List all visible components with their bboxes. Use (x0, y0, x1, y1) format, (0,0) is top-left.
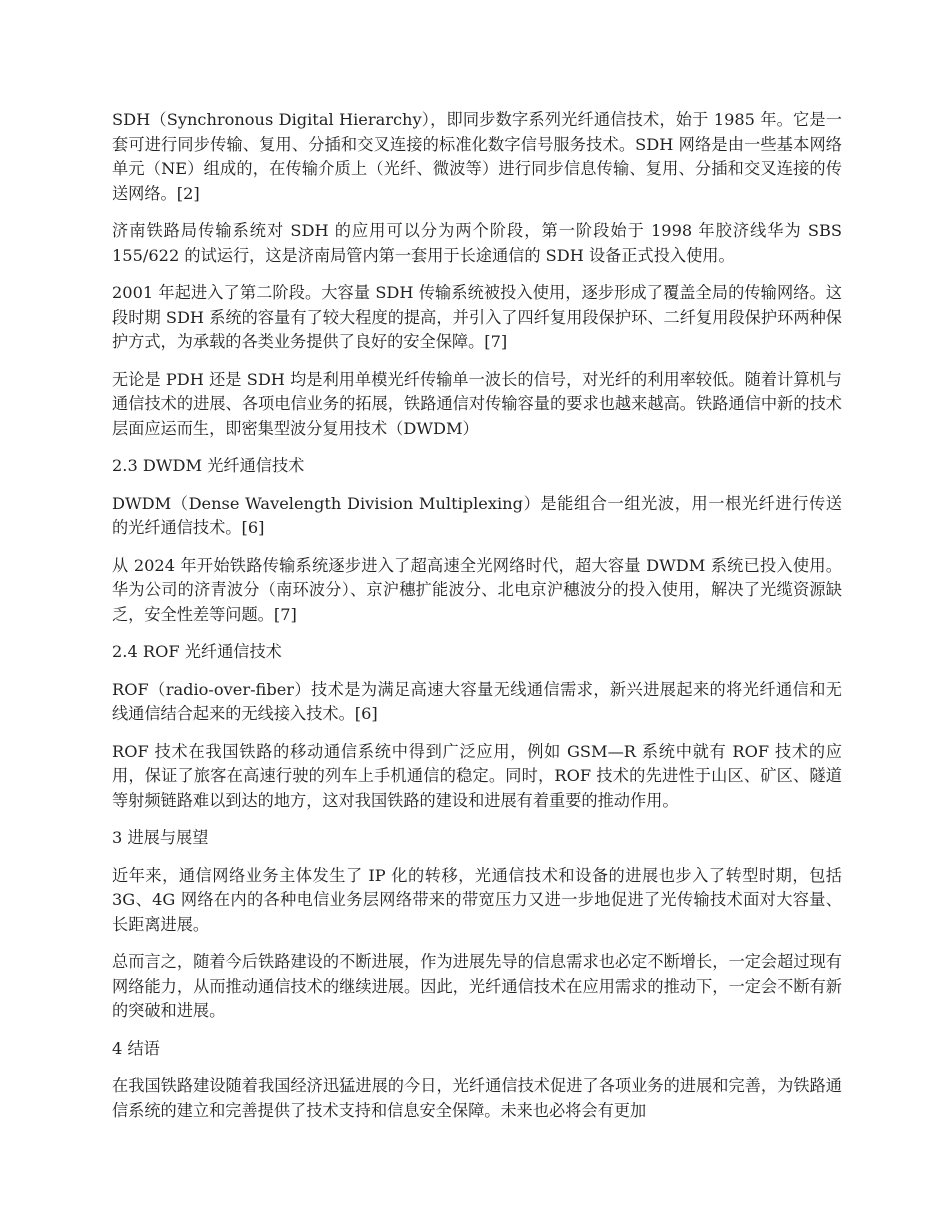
paragraph-rof-application: ROF 技术在我国铁路的移动通信系统中得到广泛应用，例如 GSM—R 系统中就有 ROF 技术的应用，保证了旅客在高速行驶的列车上手机通信的稳定。同时，ROF 技术的先进性于山区、矿区、隧道等射频链路难以到达的地方，这对我国铁路的建设和进展有着重要的推动作用。 (112, 741, 842, 810)
paragraph-rof-definition: ROF（radio-over-fiber）技术是为满足高速大容量无线通信需求，新兴进展起来的将光纤通信和无线通信结合起来的无线接入技术。[6] (112, 679, 842, 723)
section-heading-conclusion: 4 结语 (112, 1038, 160, 1058)
document-body (112, 108, 842, 1136)
paragraph-jinan-stage-one: 济南铁路局传输系统对 SDH 的应用可以分为两个阶段，第一阶段始于 1998 年胶济线华为 SBS 155/622 的试运行，这是济南局管内第一套用于长途通信的 SDH 设备正式投入使用。 (112, 221, 842, 265)
section-heading-rof: 2.4 ROF 光纤通信技术 (112, 642, 282, 661)
paragraph-conclusion: 在我国铁路建设随着我国经济迅猛进展的今日，光纤通信技术促进了各项业务的进展和完善，为铁路通信系统的建立和完善提供了技术支持和信息安全保障。未来也必将会有更加 (112, 1076, 842, 1120)
paragraph-dwdm-deployment: 从 2024 年开始铁路传输系统逐步进入了超高速全光网络时代，超大容量 DWDM 系统已投入使用。华为公司的济青波分（南环波分）、京沪穗扩能波分、北电京沪穗波分的投入使用，解决了光缆资源缺乏，安全性差等问题。[7] (112, 555, 842, 624)
section-heading-outlook: 3 进展与展望 (112, 828, 209, 847)
paragraph-dwdm-definition: DWDM（Dense Wavelength Division Multiplexing）是能组合一组光波，用一根光纤进行传送的光纤通信技术。[6] (112, 493, 842, 537)
section-heading-dwdm: 2.3 DWDM 光纤通信技术 (112, 456, 305, 475)
paragraph-sdh-intro: SDH（Synchronous Digital Hierarchy），即同步数字系列光纤通信技术，始于 1985 年。它是一套可进行同步传输、复用、分插和交叉连接的标准化数字信号服务技术。SDH 网络是由一些基本网络单元（NE）组成的，在传输介质上（光纤、微波等）进行同步信息传输、复用、分插和交叉连接的传送网络。[2] (112, 110, 842, 203)
paragraph-summary: 总而言之，随着今后铁路建设的不断进展，作为进展先导的信息需求也必定不断增长，一定会超过现有网络能力，从而推动通信技术的继续进展。因此，光纤通信技术在应用需求的推动下，一定会不断有新的突破和进展。 (112, 952, 842, 1020)
paragraph-pdh-sdh-limits: 无论是 PDH 还是 SDH 均是利用单模光纤传输单一波长的信号，对光纤的利用率较低。随着计算机与通信技术的进展、各项电信业务的拓展，铁路通信对传输容量的要求也越来越高。铁路通信中新的技术层面应运而生，即密集型波分复用技术（DWDM） (112, 369, 842, 438)
paragraph-stage-two: 2001 年起进入了第二阶段。大容量 SDH 传输系统被投入使用，逐步形成了覆盖全局的传输网络。这段时期 SDH 系统的容量有了较大程度的提高，并引入了四纤复用段保护环、二纤复用段保护环两种保护方式，为承载的各类业务提供了良好的安全保障。[7] (112, 283, 842, 351)
paragraph-ip-transition: 近年来，通信网络业务主体发生了 IP 化的转移，光通信技术和设备的进展也步入了转型时期，包括 3G、4G 网络在内的各种电信业务层网络带来的带宽压力又进一步地促进了光传输技术面对大容量、长距离进展。 (112, 865, 842, 934)
